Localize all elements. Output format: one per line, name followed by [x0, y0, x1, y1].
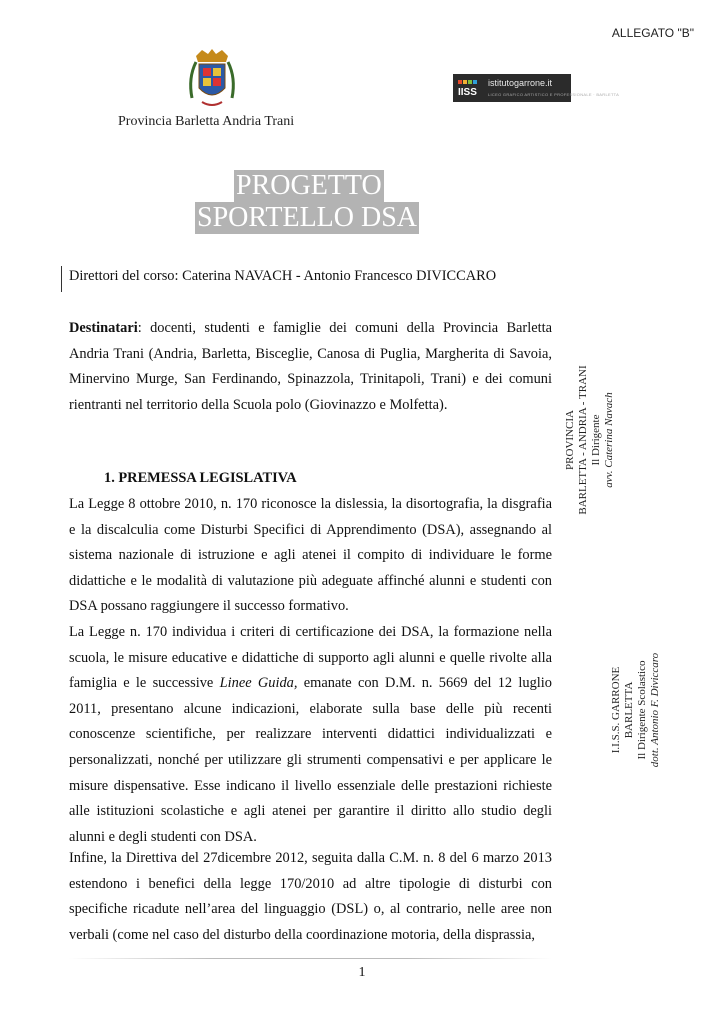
title-line-1: PROGETTO	[236, 170, 382, 201]
logo-subtext: LICEO GRAFICO ARTISTICO E PROFESSIONALE · BARLETTA	[488, 92, 620, 97]
destinatari-label: Destinatari	[69, 320, 138, 336]
stamp-provincia-line1: PROVINCIA	[564, 410, 576, 470]
stamp-provincia-line4: avv. Caterina Navach	[603, 392, 615, 488]
text-cursor-bar	[61, 266, 62, 292]
paragraph-law-criteria	[69, 620, 552, 850]
directors-line: Direttori del corso: Caterina NAVACH - Antonio Francesco DIVICCARO	[69, 268, 497, 284]
p2-text-before: La Legge n. 170 individua i criteri di certificazione dei DSA, la formazione nella scuola, le misure educative e didattiche di supporto agli alunni e quelle rivolte alla famiglia e le successive	[69, 624, 552, 692]
stamp-provincia-line3: Il Dirigente	[590, 414, 602, 466]
iiss-logo-icon	[458, 80, 484, 97]
stamp-garrone-line2: BARLETTA	[623, 681, 635, 739]
p2-text-after: emanate con D.M. n. 5669 del 12 luglio 2011, presentano alcune indicazioni, elaborate sulla base delle più recenti conoscenze scientifiche, per realizzare interventi didattici individualizzati e personalizzati, nonché per utilizzare gli strumenti compensativi e per applicare le misure dispensative. Esse indicano il livello essenziale delle prestazioni richieste alle istituzioni scolastiche e agli atenei per garantire il diritto allo studio degli alunni e degli studenti con DSA.	[69, 675, 552, 845]
page-number: 1	[358, 965, 366, 980]
p2-linee-guida: Linee Guida,	[219, 675, 298, 692]
stamp-garrone-line1: I.I.S.S. GARRONE	[610, 666, 622, 754]
section-heading: 1. PREMESSA LEGISLATIVA	[104, 470, 297, 486]
stamp-provincia-line2: BARLETTA - ANDRIA - TRANI	[577, 365, 589, 515]
logo-text: istitutogarrone.it	[488, 78, 553, 88]
stamp-garrone	[610, 653, 662, 767]
stamp-provincia	[564, 365, 616, 514]
title-line-2: SPORTELLO DSA	[197, 202, 418, 233]
destinatari-paragraph	[69, 316, 552, 418]
svg-text:IISS: IISS	[458, 87, 477, 97]
destinatari-text: : docenti, studenti e famiglie dei comuni della Provincia Barletta Andria Trani (Andria, Barletta, Bisceglie, Canosa di Puglia, Margherita di Savoia, Minervino Murge, San Ferdinando, Spinazzola, Trinitapoli, Trani) e dei comuni rientranti nel territorio della Scuola polo (Giovinazzo e Molfetta).	[69, 320, 552, 413]
attachment-label: ALLEGATO "B"	[611, 26, 694, 40]
province-name: Provincia Barletta Andria Trani	[118, 114, 295, 129]
stamp-garrone-line3: Il Dirigente Scolastico	[636, 660, 648, 760]
province-crest-icon	[186, 48, 238, 112]
footer-divider	[69, 958, 552, 959]
paragraph-law-170: La Legge 8 ottobre 2010, n. 170 riconosce la dislessia, la disortografia, la disgrafia e la discalculia come Disturbi Specifici di Apprendimento (DSA), assegnando al sistema nazionale di istruzione e agli atenei il compito di individuare le forme didattiche e le modalità di valutazione più adeguate affinché alunni e studenti con DSA possano raggiungere il successo formativo.	[69, 496, 552, 615]
paragraph-directive: Infine, la Direttiva del 27dicembre 2012, seguita dalla C.M. n. 8 del 6 marzo 2013 estendono i benefici della legge 170/2010 ad altre tipologie di disturbi con specifiche ricadute nell’area del linguaggio (DSL) o, al contrario, nelle aree non verbali (come nel caso del disturbo della coordinazione motoria, della disprassia,	[69, 850, 552, 943]
stamp-garrone-line4: dott. Antonio F. Diviccaro	[649, 652, 661, 768]
